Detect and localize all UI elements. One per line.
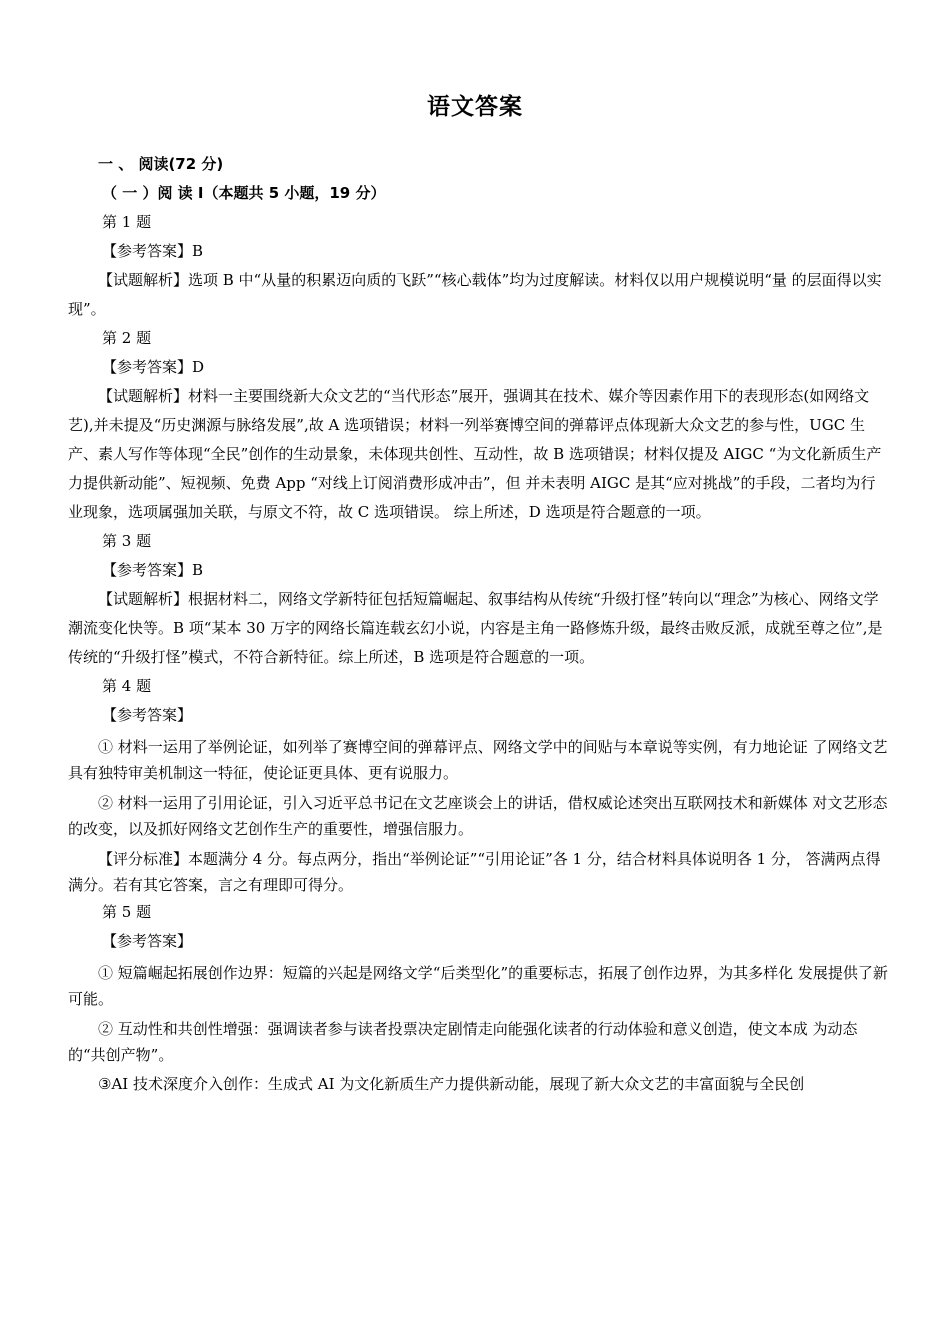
question-3-analysis: 【试题解析】根据材料二，网络文学新特征包括短篇崛起、叙事结构从传统“升级打怪”转向以“理念”为核心、网络文学潮流变化快等。B 项“某本 30 万字的网络长篇连载玄幻小说，内容是主角一路修炼升级，最终击败反派，成就至尊之位”,是传统的“升级打怪”模式，不符合新特征。综上所述，B 选项是符合题意的一项。: [68, 590, 883, 666]
question-4-point-1: ① 材料一运用了举例论证，如列举了赛博空间的弹幕评点、网络文学中的间贴与本章说等实例，有力地论证 了网络文艺具有独特审美机制这一特征，使论证更具体、更有说服力。: [68, 738, 888, 782]
question-1-analysis: 【试题解析】选项 B 中“从量的积累迈向质的飞跃”“核心载体”均为过度解读。材料仅以用户规模说明“量 的层面得以实现”。: [68, 271, 882, 318]
question-4-answer: 【参考答案】: [102, 706, 193, 724]
question-3-answer: 【参考答案】B: [102, 561, 204, 579]
section-heading: 一 、 阅读(72 分): [98, 155, 224, 173]
subsection-heading: （ 一 ）阅 读 I（本题共 5 小题，19 分）: [102, 184, 386, 202]
question-1-label: 第 1 题: [102, 213, 152, 231]
question-5-point-2: ② 互动性和共创性增强：强调读者参与读者投票决定剧情走向能强化读者的行动体验和意义创造，使文本成 为动态的“共创产物”。: [68, 1020, 858, 1064]
question-3-label: 第 3 题: [102, 532, 152, 550]
question-4-label: 第 4 题: [102, 677, 152, 695]
question-2-analysis: 【试题解析】材料一主要围绕新大众文艺的“当代形态”展开，强调其在技术、媒介等因素作用下的表现形态(如网络文艺),并未提及“历史渊源与脉络发展”,故 A 选项错误；材料一列举赛博空间的弹幕评点体现新大众文艺的参与性，UGC 生产、素人写作等体现“全民”创作的生动景象，未体现共创性、互动性，故 B 选项错误；材料仅提及 AIGC “为文化新质生产力提供新动能”、短视频、免费 App “对线上订阅消费形成冲击”，但 并未表明 AIGC 是其“应对挑战”的手段，二者均为行业现象，选项属强加关联，与原文不符，故 C 选项错误。 综上所述，D 选项是符合题意的一项。: [68, 387, 882, 521]
document-body: [68, 150, 888, 1097]
question-2-answer: 【参考答案】D: [102, 358, 205, 376]
question-5-answer: 【参考答案】: [102, 932, 193, 950]
question-2-label: 第 2 题: [102, 329, 152, 347]
question-4-scoring-standard: 【评分标准】本题满分 4 分。每点两分，指出“举例论证”“引用论证”各 1 分，结合材料具体说明各 1 分， 答满两点得满分。若有其它答案，言之有理即可得分。: [68, 850, 881, 894]
question-4-point-2: ② 材料一运用了引用论证，引入习近平总书记在文艺座谈会上的讲话，借权威论述突出互联网技术和新媒体 对文艺形态的改变，以及抓好网络文艺创作生产的重要性，增强信服力。: [68, 794, 888, 838]
question-5-point-3: ③AI 技术深度介入创作：生成式 AI 为文化新质生产力提供新动能，展现了新大众文艺的丰富面貌与全民创: [98, 1075, 805, 1093]
question-5-point-1: ① 短篇崛起拓展创作边界：短篇的兴起是网络文学“后类型化”的重要标志，拓展了创作边界，为其多样化 发展提供了新可能。: [68, 964, 888, 1008]
question-1-answer: 【参考答案】B: [102, 242, 204, 260]
question-5-label: 第 5 题: [102, 903, 152, 921]
page-title: 语文答案: [427, 94, 523, 120]
